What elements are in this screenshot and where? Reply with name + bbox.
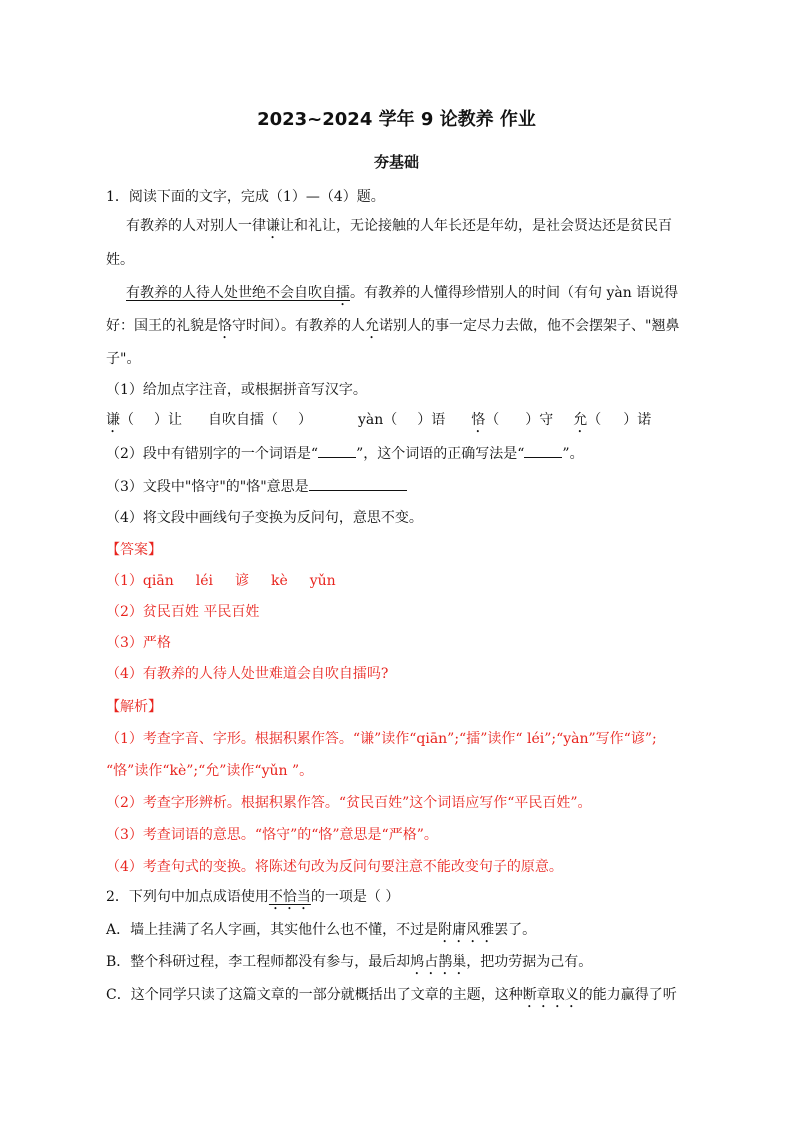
question-1-sub-3: （3）文段中"恪守"的"恪"意思是 <box>106 476 701 497</box>
answer-4: （4）有教养的人待人处世难道会自吹自擂吗? <box>106 666 389 682</box>
passage-paragraph-1-cont: 姓。 <box>106 252 134 268</box>
question-1-sub-4: （4）将文段中画线句子变换为反问句，意思不变。 <box>106 510 423 526</box>
analysis-2: （2）考查字形辨析。根据积累作答。“贫民百姓”这个词语应写作“平民百姓”。 <box>106 795 592 811</box>
answer-3: （3）严格 <box>106 635 171 651</box>
passage-paragraph-2: 有教养的人待人处世绝不会自吹自擂。有教养的人懂得珍惜别人的时间（有句 yàn 语说得 <box>126 285 679 301</box>
answer-label: 【答案】 <box>106 542 162 558</box>
answer-blank[interactable] <box>318 443 356 458</box>
underlined-sentence: 有教养的人待人处世绝不会自吹自擂 <box>126 285 350 301</box>
question-1-sub-2: （2）段中有错别字的一个词语是“ ”，这个词语的正确写法是“ ”。 <box>106 443 701 464</box>
passage-paragraph-2-cont: 好：国王的礼貌是恪守时间）。有教养的人允诺别人的事一定尽力去做，他不会摆架子、"翘鼻 <box>106 318 680 334</box>
passage-paragraph-1: 有教养的人对别人一律谦让和礼让，无论接触的人年长还是年幼，是社会贤达还是贫民百 <box>126 218 672 234</box>
question-1-stem: 1．阅读下面的文字，完成（1）—（4）题。 <box>106 189 385 205</box>
answer-1: （1）qiān léi 谚 kè yǔn <box>106 573 336 589</box>
answer-blank[interactable] <box>524 443 562 458</box>
analysis-1: （1）考查字音、字形。根据积累作答。“谦”读作“qiān”;“擂”读作“ léi”;“yàn”写作“谚”; <box>106 731 657 747</box>
analysis-3: （3）考查词语的意思。“恪守”的“恪”意思是“严格”。 <box>106 827 438 843</box>
question-2-stem: 2．下列句中加点成语使用不恰当的一项是（ ） <box>106 889 400 905</box>
analysis-label: 【解析】 <box>106 699 162 715</box>
answer-2: （2）贫民百姓 平民百姓 <box>106 604 260 620</box>
analysis-4: （4）考查句式的变换。将陈述句改为反问句要注意不能改变句子的原意。 <box>106 859 563 875</box>
question-1-sub-1: （1）给加点字注音，或根据拼音写汉字。 <box>106 382 367 398</box>
answer-blank[interactable] <box>309 476 407 491</box>
document-title: 2023~2024 学年 9 论教养 作业 <box>257 109 536 130</box>
section-heading: 夯基础 <box>373 153 419 171</box>
passage-paragraph-2-end: 子"。 <box>106 351 141 367</box>
option-a[interactable]: A．墙上挂满了名人字画，其实他什么也不懂，不过是附庸风雅罢了。 <box>106 922 537 938</box>
option-c[interactable]: C．这个同学只读了这篇文章的一部分就概括出了文章的主题，这种断章取义的能力赢得了听 <box>106 987 677 1003</box>
fill-in-row: 谦（ ）让 自吹自擂（ ） yàn（ ）语 恪（ ）守 允（ ）诺 <box>106 412 652 428</box>
option-b[interactable]: B．整个科研过程，李工程师都没有参与，最后却鸠占鹊巢，把功劳据为己有。 <box>106 954 593 970</box>
analysis-1-cont: “恪”读作“kè”;“允”读作“yǔn ”。 <box>106 763 314 779</box>
